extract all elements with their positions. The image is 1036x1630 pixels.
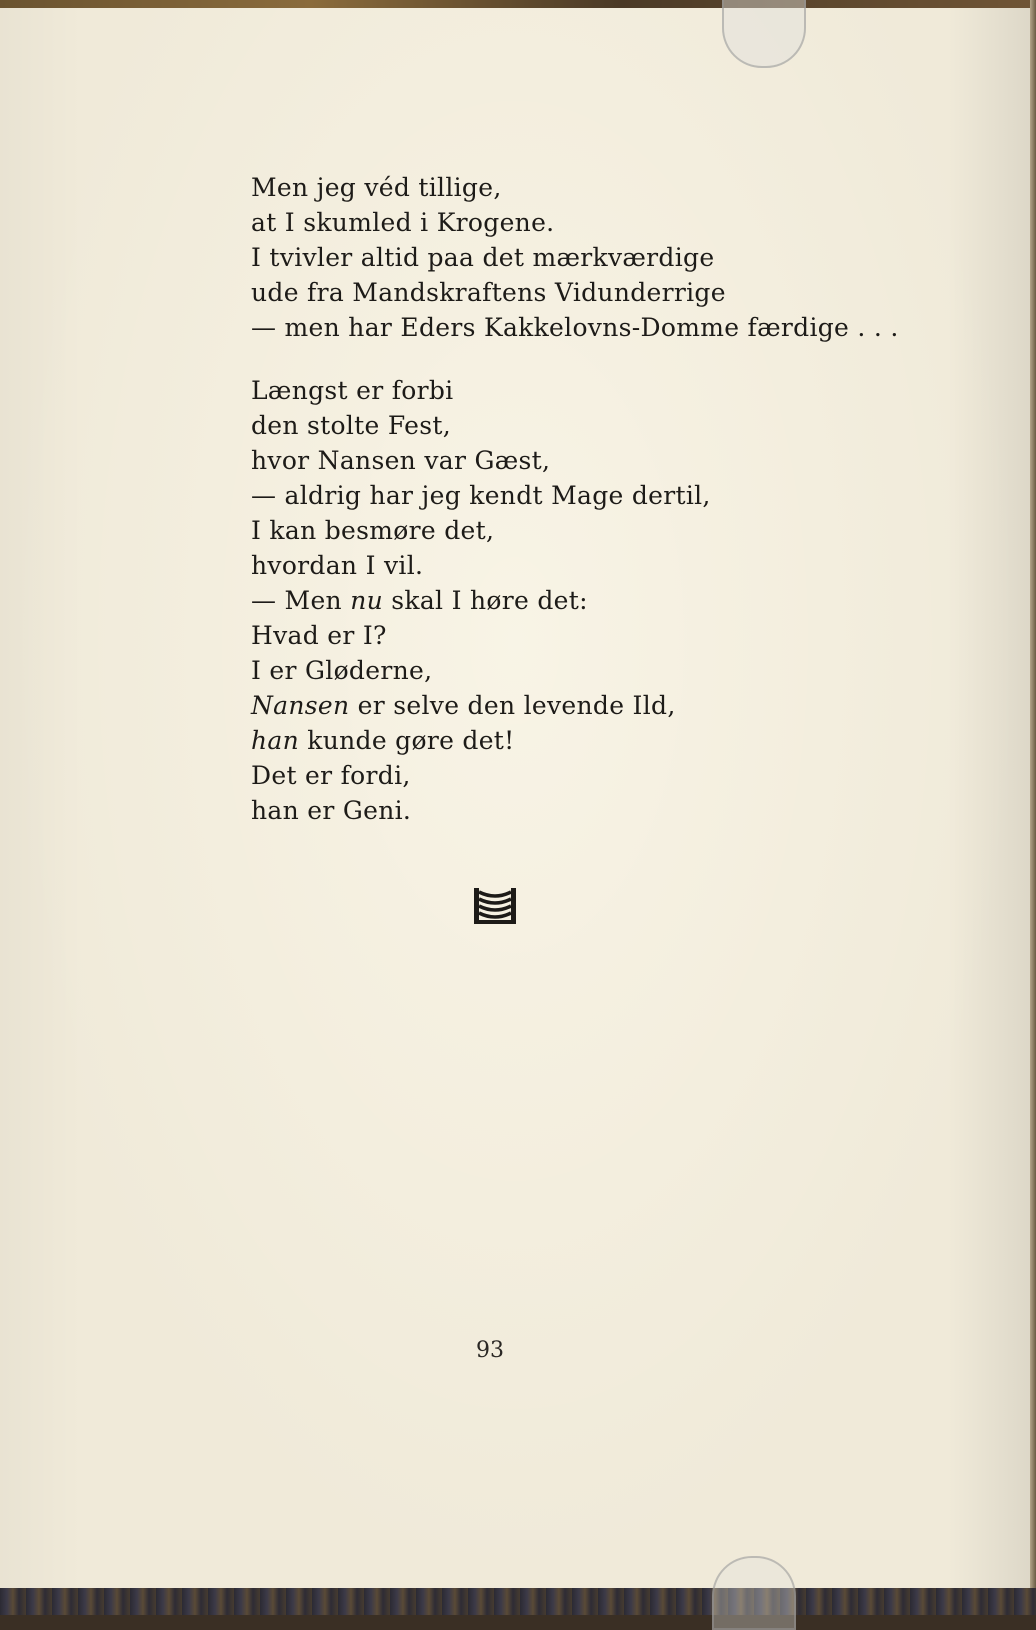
stanza-break <box>251 345 811 373</box>
page-number: 93 <box>476 1338 504 1363</box>
page-edge <box>1030 0 1036 1615</box>
poem-line-text: — Men <box>251 586 351 615</box>
poem-line: hvor Nansen var Gæst, <box>251 446 551 475</box>
poem-line: ude fra Mandskraftens Vidunderrige <box>251 278 726 307</box>
bottom-edge <box>0 1588 1036 1615</box>
emphasis: Nansen <box>251 691 350 720</box>
poem-line <box>251 723 811 758</box>
poem-line: den stolte Fest, <box>251 411 451 440</box>
printers-ornament-icon <box>472 887 518 925</box>
poem-line: I er Gløderne, <box>251 656 433 685</box>
poem-line: — aldrig har jeg kendt Mage dertil, <box>251 481 711 510</box>
poem-line: I kan besmøre det, <box>251 516 495 545</box>
poem-line: — men har Eders Kakkelovns-Domme færdige . . . <box>251 313 899 342</box>
poem-line: han er Geni. <box>251 796 412 825</box>
emphasis: nu <box>350 586 384 615</box>
poem-line: hvordan I vil. <box>251 551 424 580</box>
poem-line: at I skumled i Krogene. <box>251 208 555 237</box>
poem-line-text: skal I høre det: <box>383 586 588 615</box>
poem-line: Men jeg véd tillige, <box>251 173 502 202</box>
poem <box>251 170 899 828</box>
page-clip-bottom <box>712 1556 796 1630</box>
poem-line-text: kunde gøre det! <box>299 726 515 755</box>
poem-line-text: er selve den levende Ild, <box>349 691 676 720</box>
poem-line: Længst er forbi <box>251 376 454 405</box>
emphasis: han <box>251 726 300 755</box>
poem-line: Det er fordi, <box>251 761 411 790</box>
poem-line: Hvad er I? <box>251 621 387 650</box>
poem-line <box>251 688 811 723</box>
poem-line: I tvivler altid paa det mærkværdige <box>251 243 715 272</box>
poem-line <box>251 583 811 618</box>
